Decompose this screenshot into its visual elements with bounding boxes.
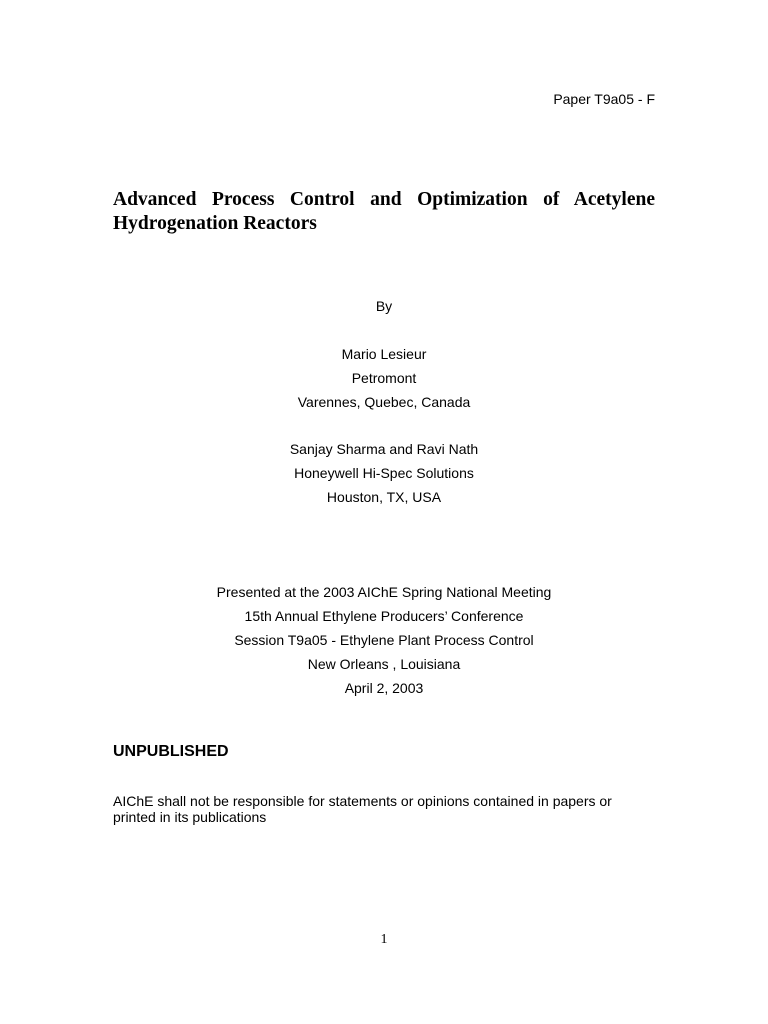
author-block-honeywell: [0, 437, 768, 509]
paper-title: Advanced Process Control and Optimization of Acetylene Hydrogenation Reactors: [113, 189, 655, 234]
meeting-date: April 2, 2003: [344, 680, 424, 696]
by-line: [0, 294, 768, 318]
disclaimer-text: AIChE shall not be responsible for statements or opinions contained in papers or printed in its publications: [113, 793, 612, 825]
author-organization: Petromont: [351, 370, 417, 386]
author-organization: Honeywell Hi-Spec Solutions: [294, 465, 474, 481]
conference-name: 15th Annual Ethylene Producers’ Conference: [244, 608, 524, 624]
meeting-location: New Orleans , Louisiana: [307, 656, 461, 672]
author-block-petromont: [0, 342, 768, 414]
meeting-name: Presented at the 2003 AIChE Spring National Meeting: [216, 584, 552, 600]
presentation-details: [0, 580, 768, 700]
author-name: Mario Lesieur: [341, 346, 427, 362]
session-name: Session T9a05 - Ethylene Plant Process Control: [234, 632, 534, 648]
page-number: 1: [380, 932, 388, 947]
by-label: By: [375, 298, 393, 314]
paper-identifier: Paper T9a05 - F: [553, 91, 655, 107]
author-location: Houston, TX, USA: [326, 489, 442, 505]
author-names: Sanjay Sharma and Ravi Nath: [289, 441, 479, 457]
author-location: Varennes, Quebec, Canada: [297, 394, 471, 410]
unpublished-heading: UNPUBLISHED: [113, 743, 229, 760]
